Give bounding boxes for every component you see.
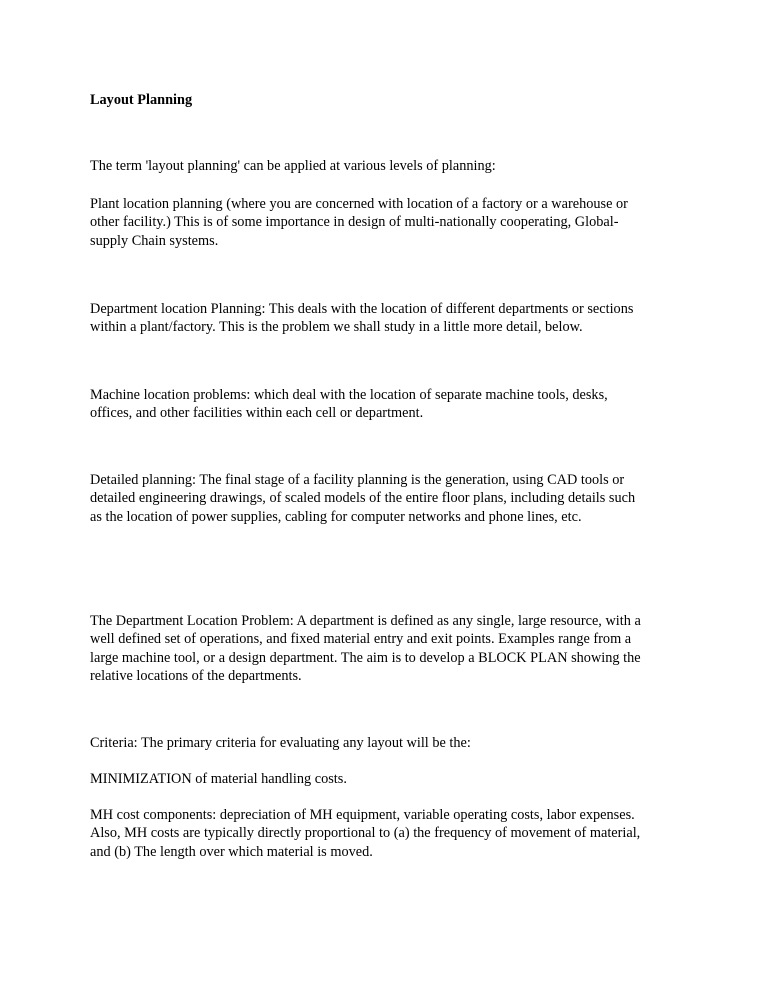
- text-line: within a plant/factory. This is the problem we shall study in a little more detail, below.: [90, 319, 583, 336]
- text-line: The Department Location Problem: A department is defined as any single, large resource, with a: [90, 613, 641, 629]
- text-line: well defined set of operations, and fixed material entry and exit points. Examples range from a: [90, 631, 632, 648]
- text-line: large machine tool, or a design department. The aim is to develop a BLOCK PLAN showing the: [90, 649, 641, 666]
- text-line: Also, MH costs are typically directly proportional to (a) the frequency of movement of material,: [90, 825, 641, 842]
- machine-location-paragraph: [90, 386, 690, 423]
- text-line: and (b) The length over which material is moved.: [90, 843, 373, 860]
- text-line: Department location Planning: This deals with the location of different departments or sections: [90, 301, 634, 317]
- detailed-planning-paragraph: [90, 471, 690, 526]
- text-line: MH cost components: depreciation of MH equipment, variable operating costs, labor expenses.: [90, 807, 635, 823]
- criteria-paragraph: Criteria: The primary criteria for evaluating any layout will be the:: [90, 735, 471, 751]
- text-line: Detailed planning: The final stage of a facility planning is the generation, using CAD tools or: [90, 472, 625, 488]
- mh-cost-paragraph: [90, 806, 690, 861]
- text-line: relative locations of the departments.: [90, 668, 302, 685]
- text-line: detailed engineering drawings, of scaled models of the entire floor plans, including details such: [90, 490, 636, 507]
- department-location-paragraph: [90, 300, 690, 337]
- text-line: offices, and other facilities within each cell or department.: [90, 405, 424, 422]
- document-title: Layout Planning: [90, 92, 193, 108]
- intro-paragraph: The term 'layout planning' can be applied at various levels of planning:: [90, 158, 496, 174]
- text-line: Plant location planning (where you are concerned with location of a factory or a warehouse or: [90, 196, 628, 212]
- department-problem-paragraph: [90, 612, 690, 686]
- text-line: as the location of power supplies, cabling for computer networks and phone lines, etc.: [90, 508, 582, 525]
- text-line: supply Chain systems.: [90, 232, 219, 249]
- minimization-paragraph: MINIMIZATION of material handling costs.: [90, 771, 347, 787]
- text-line: other facility.) This is of some importance in design of multi-nationally cooperating, Global-: [90, 214, 619, 231]
- plant-location-paragraph: [90, 195, 690, 250]
- text-line: Machine location problems: which deal with the location of separate machine tools, desks,: [90, 387, 608, 403]
